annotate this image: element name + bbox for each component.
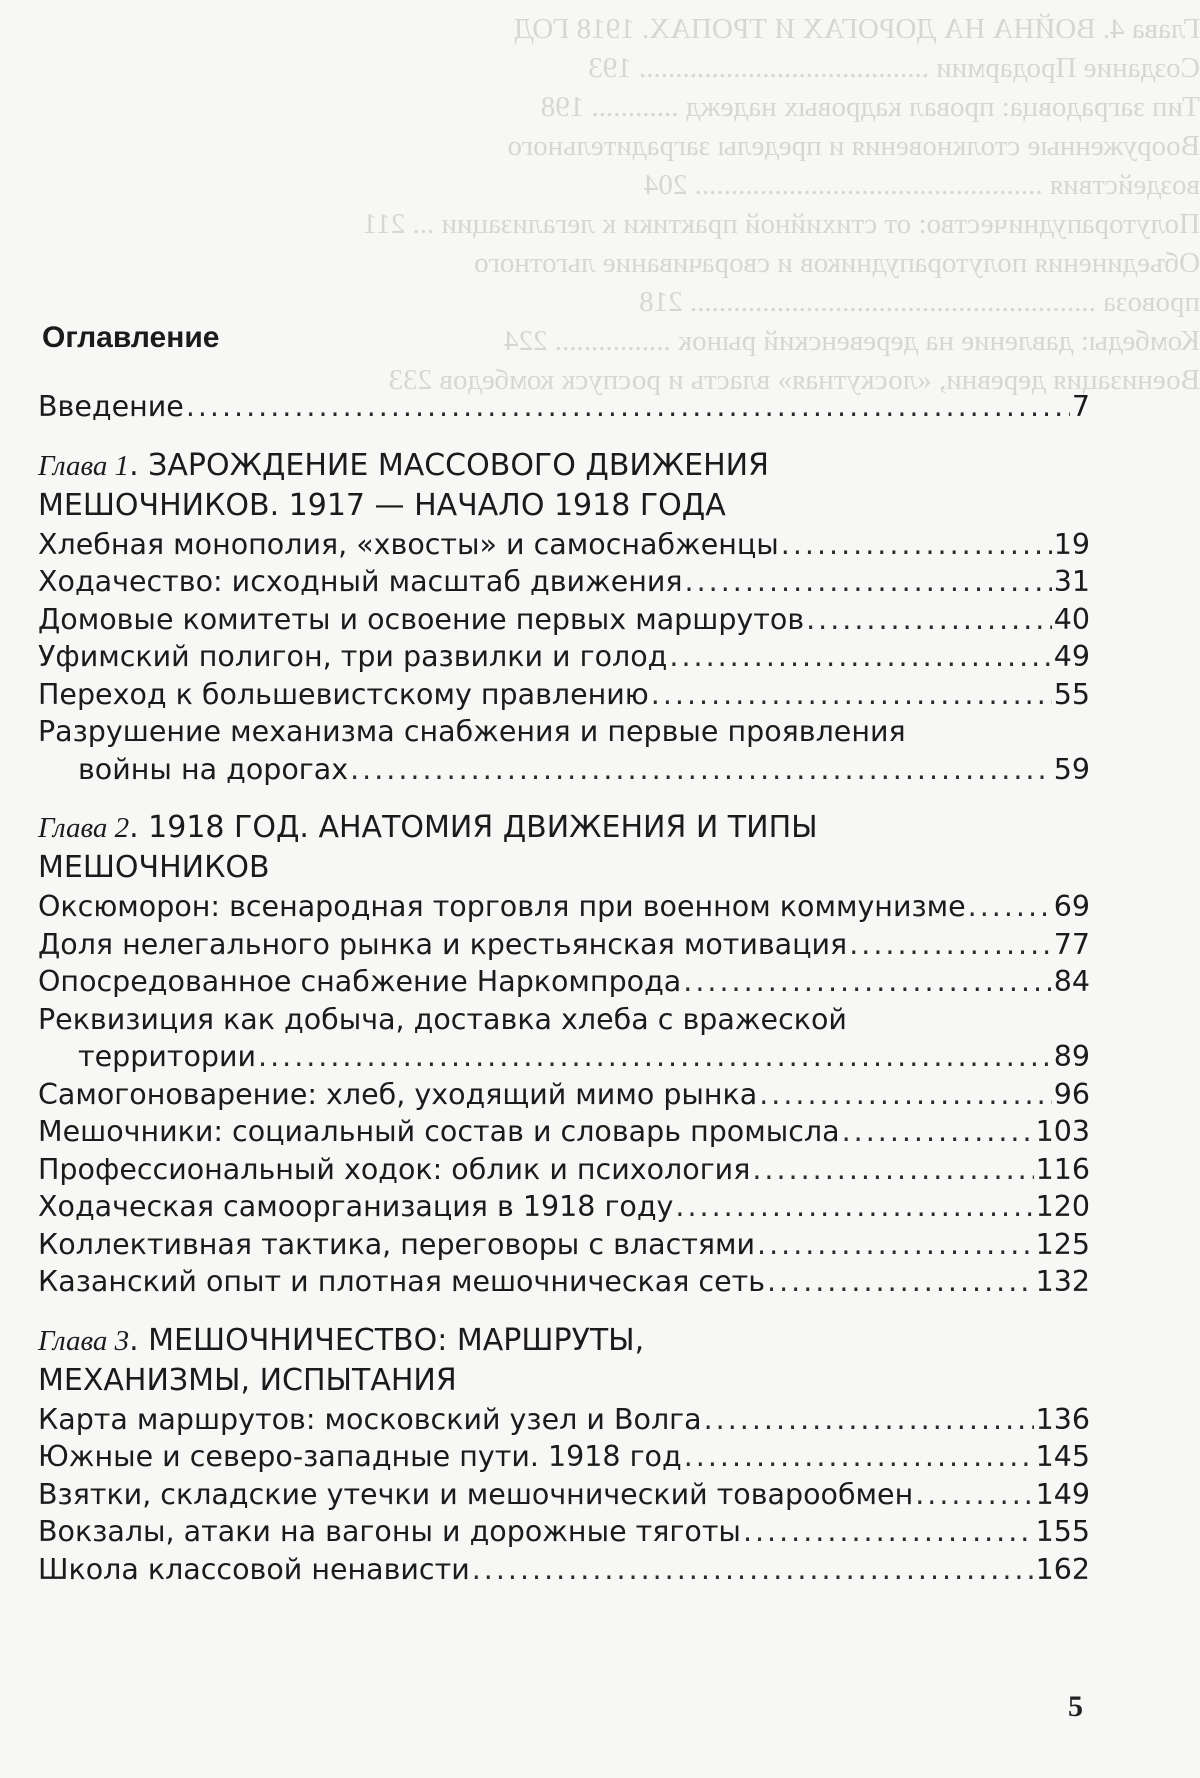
toc-entry bbox=[38, 1263, 1090, 1301]
chapter-title-line: . МЕШОЧНИЧЕСТВО: МАРШРУТЫ, bbox=[129, 1322, 645, 1358]
entry-label-continued: войны на дорогах bbox=[78, 752, 349, 786]
entry-label: Южные и северо-западные пути. 1918 год bbox=[38, 1440, 682, 1473]
leader-dots bbox=[704, 1401, 1034, 1439]
page-number: 5 bbox=[1068, 1690, 1083, 1723]
entry-page: 89 bbox=[1053, 1040, 1090, 1073]
leader-dots bbox=[675, 1188, 1033, 1226]
entry-label: Мешочники: социальный состав и словарь промысла bbox=[38, 1115, 840, 1148]
chapter-title-line: МЕШОЧНИКОВ bbox=[38, 850, 270, 885]
entry-label: Доля нелегального рынка и крестьянская мотивация bbox=[38, 927, 848, 961]
entry-label: Школа классовой ненависти bbox=[38, 1552, 470, 1586]
ghost-line: Военизация деревни, «лоскутная» власть и роспуск комбедов 233 bbox=[388, 364, 1200, 396]
toc-title: Оглавление bbox=[42, 321, 220, 354]
entry-label: Самогоноварение: хлеб, уходящий мимо рынка bbox=[38, 1077, 758, 1111]
entry-page: 125 bbox=[1035, 1227, 1090, 1261]
entry-label: Домовые комитеты и освоение первых маршрутов bbox=[38, 602, 805, 636]
leader-dots bbox=[757, 1226, 1034, 1264]
chapter-title-line: МЕШОЧНИКОВ. 1917 — НАЧАЛО 1918 ГОДА bbox=[38, 487, 726, 523]
entry-page: 96 bbox=[1053, 1077, 1090, 1111]
ghost-line: Тип заградовца: провал кадровых надежд ............ 198 bbox=[540, 91, 1200, 123]
toc-entry bbox=[38, 1401, 1090, 1439]
toc-entry bbox=[38, 1038, 1090, 1076]
entry-page: 49 bbox=[1053, 640, 1090, 673]
entry-page: 19 bbox=[1053, 527, 1090, 561]
entry-label: Ходачество: исходный масштаб движения bbox=[38, 565, 683, 598]
chapter-3-heading bbox=[38, 1321, 1090, 1401]
toc-entry-intro bbox=[38, 388, 1090, 426]
chapter-1-heading bbox=[38, 446, 1090, 526]
entry-page: 136 bbox=[1035, 1402, 1090, 1436]
table-of-contents bbox=[38, 318, 1090, 1588]
entry-label: Карта маршрутов: московский узел и Волга bbox=[38, 1402, 702, 1436]
entry-page: 69 bbox=[1053, 890, 1090, 923]
toc-entry bbox=[38, 888, 1090, 926]
toc-entry bbox=[38, 751, 1090, 789]
toc-entry bbox=[38, 1188, 1090, 1226]
entry-page: 31 bbox=[1053, 565, 1090, 598]
toc-entry bbox=[38, 563, 1090, 601]
entry-page: 120 bbox=[1035, 1190, 1090, 1223]
ghost-line: Объединения полуторапудников и сворачивание льготного bbox=[474, 247, 1200, 279]
chapter-title-line: . ЗАРОЖДЕНИЕ МАССОВОГО ДВИЖЕНИЯ bbox=[129, 447, 769, 483]
leader-dots bbox=[781, 526, 1052, 564]
entry-label: Профессиональный ходок: облик и психология bbox=[38, 1152, 751, 1186]
leader-dots bbox=[669, 638, 1051, 676]
leader-dots bbox=[472, 1551, 1034, 1589]
entry-label: Введение bbox=[38, 390, 184, 423]
entry-label-continued: территории bbox=[78, 1040, 257, 1073]
toc-entry bbox=[38, 1226, 1090, 1264]
entry-label: Вокзалы, атаки на вагоны и дорожные тяготы bbox=[38, 1515, 741, 1548]
entry-label: Реквизиция как добыча, доставка хлеба с вражеской bbox=[38, 1002, 847, 1036]
leader-dots bbox=[350, 751, 1052, 789]
leader-dots bbox=[842, 1113, 1034, 1151]
leader-dots bbox=[752, 1151, 1033, 1189]
entry-label: Взятки, складские утечки и мешочнический товарообмен bbox=[38, 1477, 914, 1511]
leader-dots bbox=[186, 388, 1070, 426]
entry-label: Оксюморон: всенародная торговля при военном коммунизме bbox=[38, 890, 966, 923]
leader-dots bbox=[743, 1513, 1034, 1551]
chapter-2-heading bbox=[38, 808, 1090, 888]
entry-page: 55 bbox=[1053, 677, 1090, 711]
toc-entry bbox=[38, 1151, 1090, 1189]
entry-page: 84 bbox=[1053, 965, 1090, 998]
leader-dots bbox=[849, 926, 1052, 964]
leader-dots bbox=[915, 1476, 1033, 1514]
chapter-label: Глава 3 bbox=[38, 1324, 130, 1357]
leader-dots bbox=[258, 1038, 1052, 1076]
leader-dots bbox=[806, 601, 1052, 639]
ghost-line: провоза ........................................................ 218 bbox=[639, 286, 1200, 318]
toc-entry bbox=[38, 1113, 1090, 1151]
toc-entry bbox=[38, 926, 1090, 964]
leader-dots bbox=[968, 888, 1052, 926]
entry-page: 145 bbox=[1035, 1440, 1090, 1473]
entry-page: 116 bbox=[1035, 1152, 1090, 1186]
chapter-label: Глава 2 bbox=[38, 812, 130, 844]
toc-entry bbox=[38, 1513, 1090, 1551]
entry-page: 162 bbox=[1035, 1552, 1090, 1586]
entry-label: Опосредованное снабжение Наркомпрода bbox=[38, 965, 682, 998]
entry-page: 7 bbox=[1071, 390, 1090, 423]
entry-page: 77 bbox=[1053, 927, 1090, 961]
entry-page: 132 bbox=[1035, 1265, 1090, 1298]
toc-entry bbox=[38, 1476, 1090, 1514]
ghost-line: воздействия ................................................ 204 bbox=[643, 169, 1200, 201]
toc-entry bbox=[38, 963, 1090, 1001]
toc-entry bbox=[38, 526, 1090, 564]
ghost-line: Создание Продармии ........................................ 193 bbox=[588, 52, 1200, 84]
leader-dots bbox=[651, 676, 1052, 714]
entry-label: Уфимский полигон, три развилки и голод bbox=[38, 640, 668, 673]
leader-dots bbox=[685, 563, 1052, 601]
ghost-line: Глава 4. ВОЙНА НА ДОРОГАХ И ТРОПАХ. 1918 ГОД bbox=[514, 13, 1200, 45]
leader-dots bbox=[684, 1438, 1034, 1476]
entry-page: 149 bbox=[1035, 1477, 1090, 1511]
entry-label: Коллективная тактика, переговоры с властями bbox=[38, 1227, 756, 1261]
toc-entry bbox=[38, 1076, 1090, 1114]
toc-entry bbox=[38, 638, 1090, 676]
entry-label: Казанский опыт и плотная мешочническая сеть bbox=[38, 1265, 766, 1298]
chapter-label: Глава 1 bbox=[38, 449, 130, 482]
ghost-line: Полуторапудничество: от стихийной практики к легализации ... 211 bbox=[362, 208, 1200, 240]
entry-page: 103 bbox=[1035, 1115, 1090, 1148]
toc-entry bbox=[38, 601, 1090, 639]
chapter-title-line: . 1918 ГОД. АНАТОМИЯ ДВИЖЕНИЯ И ТИПЫ bbox=[129, 810, 818, 845]
entry-page: 155 bbox=[1035, 1515, 1090, 1548]
toc-entry bbox=[38, 1551, 1090, 1589]
leader-dots bbox=[759, 1076, 1052, 1114]
entry-label: Разрушение механизма снабжения и первые проявления bbox=[38, 715, 906, 748]
toc-entry bbox=[38, 676, 1090, 714]
entry-label: Хлебная монополия, «хвосты» и самоснабженцы bbox=[38, 527, 779, 561]
entry-page: 40 bbox=[1053, 602, 1090, 636]
entry-label: Переход к большевистскому правлению bbox=[38, 677, 649, 711]
leader-dots bbox=[767, 1263, 1034, 1301]
toc-entry bbox=[38, 1438, 1090, 1476]
entry-label: Ходаческая самоорганизация в 1918 году bbox=[38, 1190, 674, 1223]
chapter-title-line: МЕХАНИЗМЫ, ИСПЫТАНИЯ bbox=[38, 1362, 457, 1398]
ghost-line: Комбеды: давление на деревенский рынок ................ 224 bbox=[504, 325, 1200, 357]
ghost-line: Вооруженные столкновения и пределы заградительного bbox=[507, 130, 1200, 162]
entry-page: 59 bbox=[1053, 752, 1090, 786]
leader-dots bbox=[683, 963, 1051, 1001]
